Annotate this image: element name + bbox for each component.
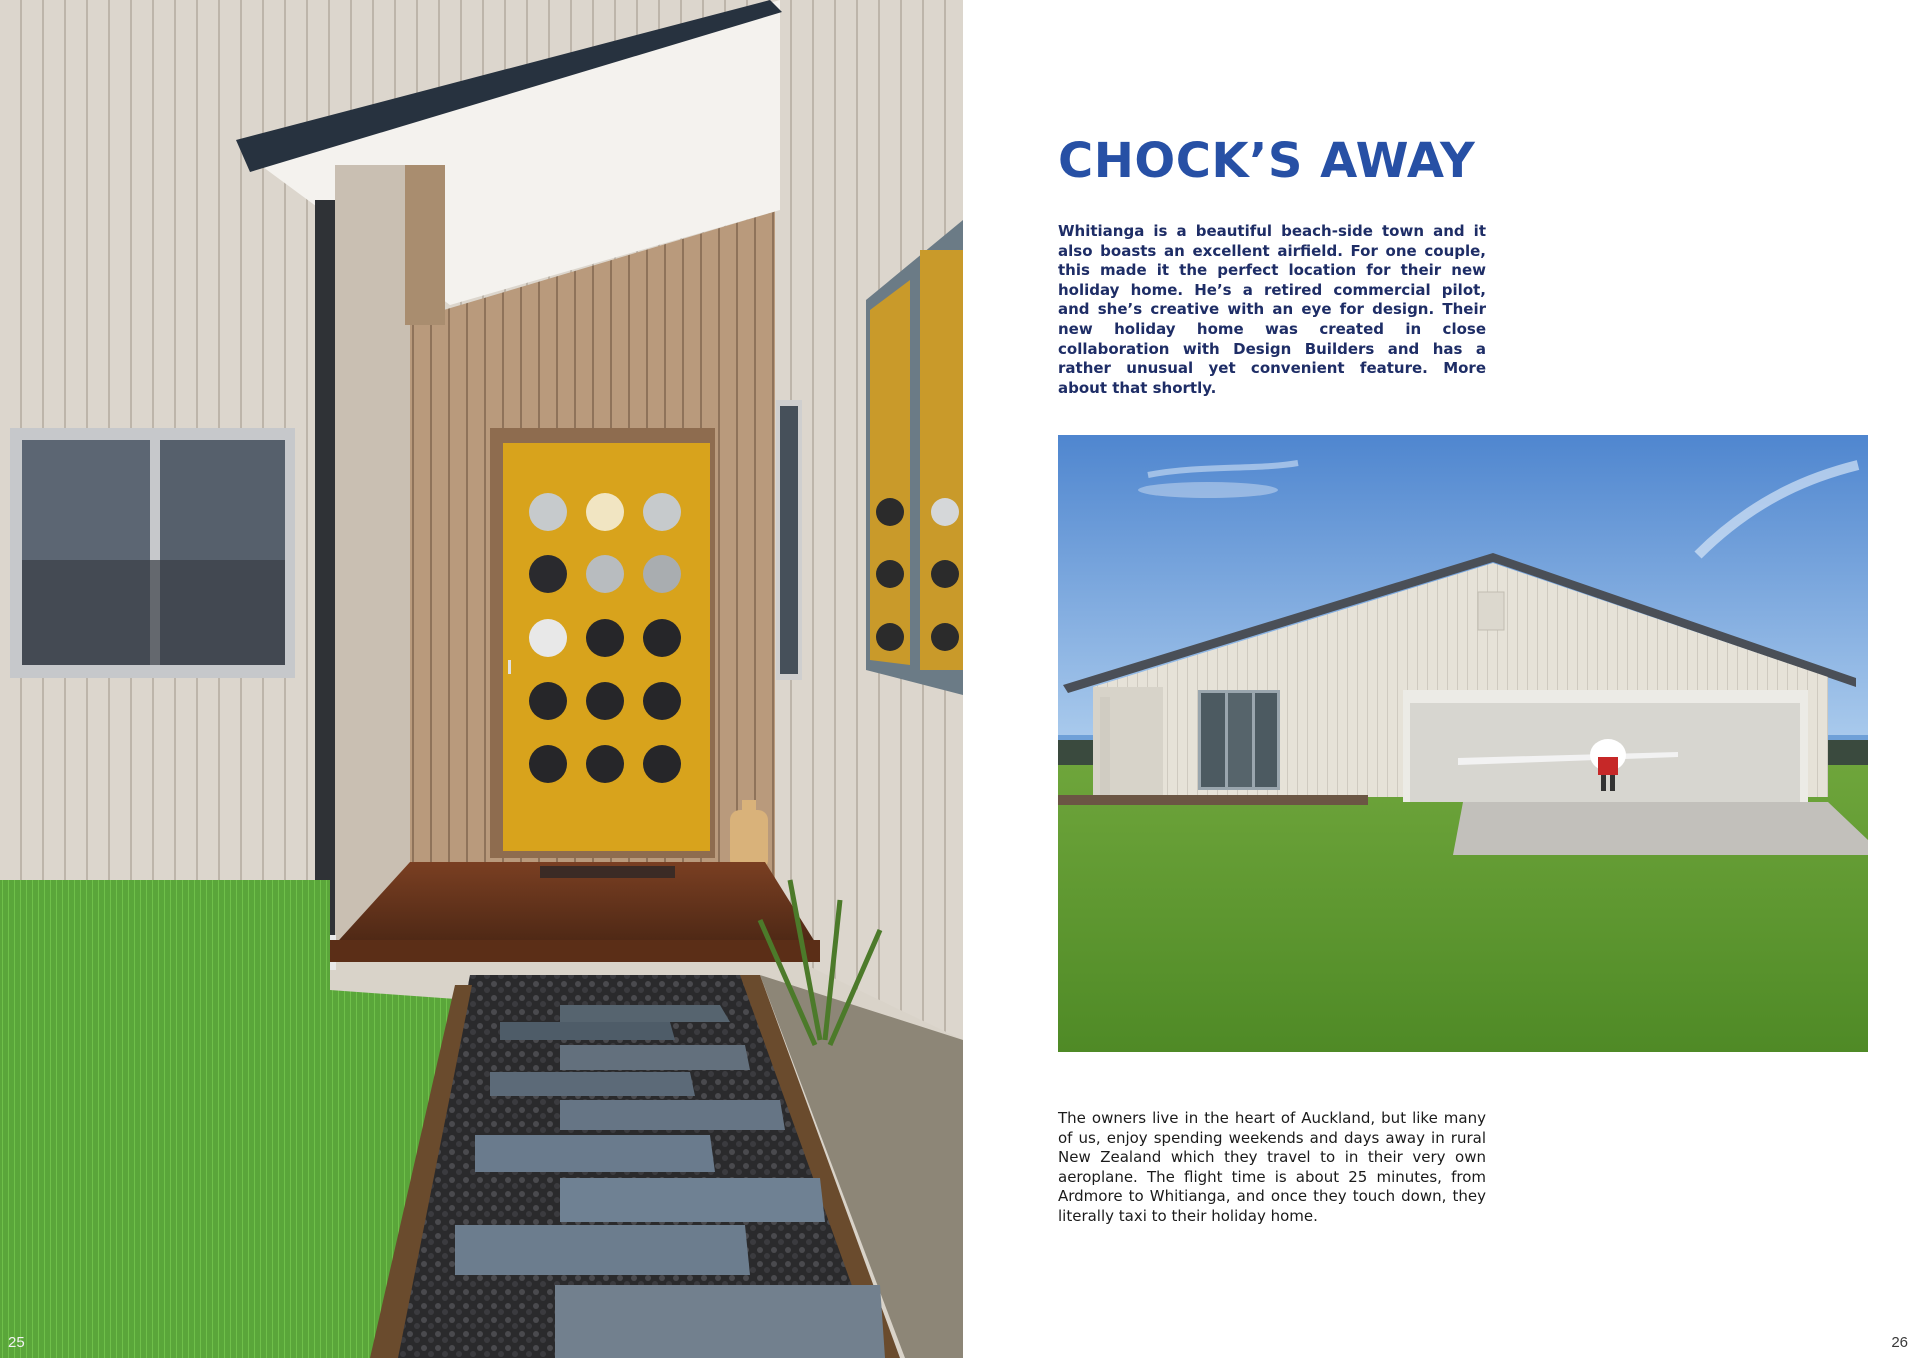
page-number-right: 26 bbox=[1891, 1334, 1908, 1351]
intro-paragraph: Whitianga is a beautiful beach-side town and it also boasts an excellent airfield. For one couple, this made it the perfect location for their new holiday home. He’s a retired commercial pilot, and she’s creative with an eye for design. Their new holiday home was created in close collaboration with Design Builders and has a rather unusual yet convenient feature. More about that shortly. bbox=[1058, 222, 1486, 397]
article-title: CHOCK’S AWAY bbox=[1058, 133, 1476, 189]
body-paragraph: The owners live in the heart of Auckland, but like many of us, enjoy spending weekends and days away in rural New Zealand which they travel to in their very own aeroplane. The flight time is about 25 minutes, from Ardmore to Whitianga, and once they touch down, they literally taxi to their holiday home. bbox=[1058, 1109, 1486, 1225]
page-number-left: 25 bbox=[8, 1334, 25, 1351]
hangar-house-photo bbox=[1058, 435, 1868, 1052]
